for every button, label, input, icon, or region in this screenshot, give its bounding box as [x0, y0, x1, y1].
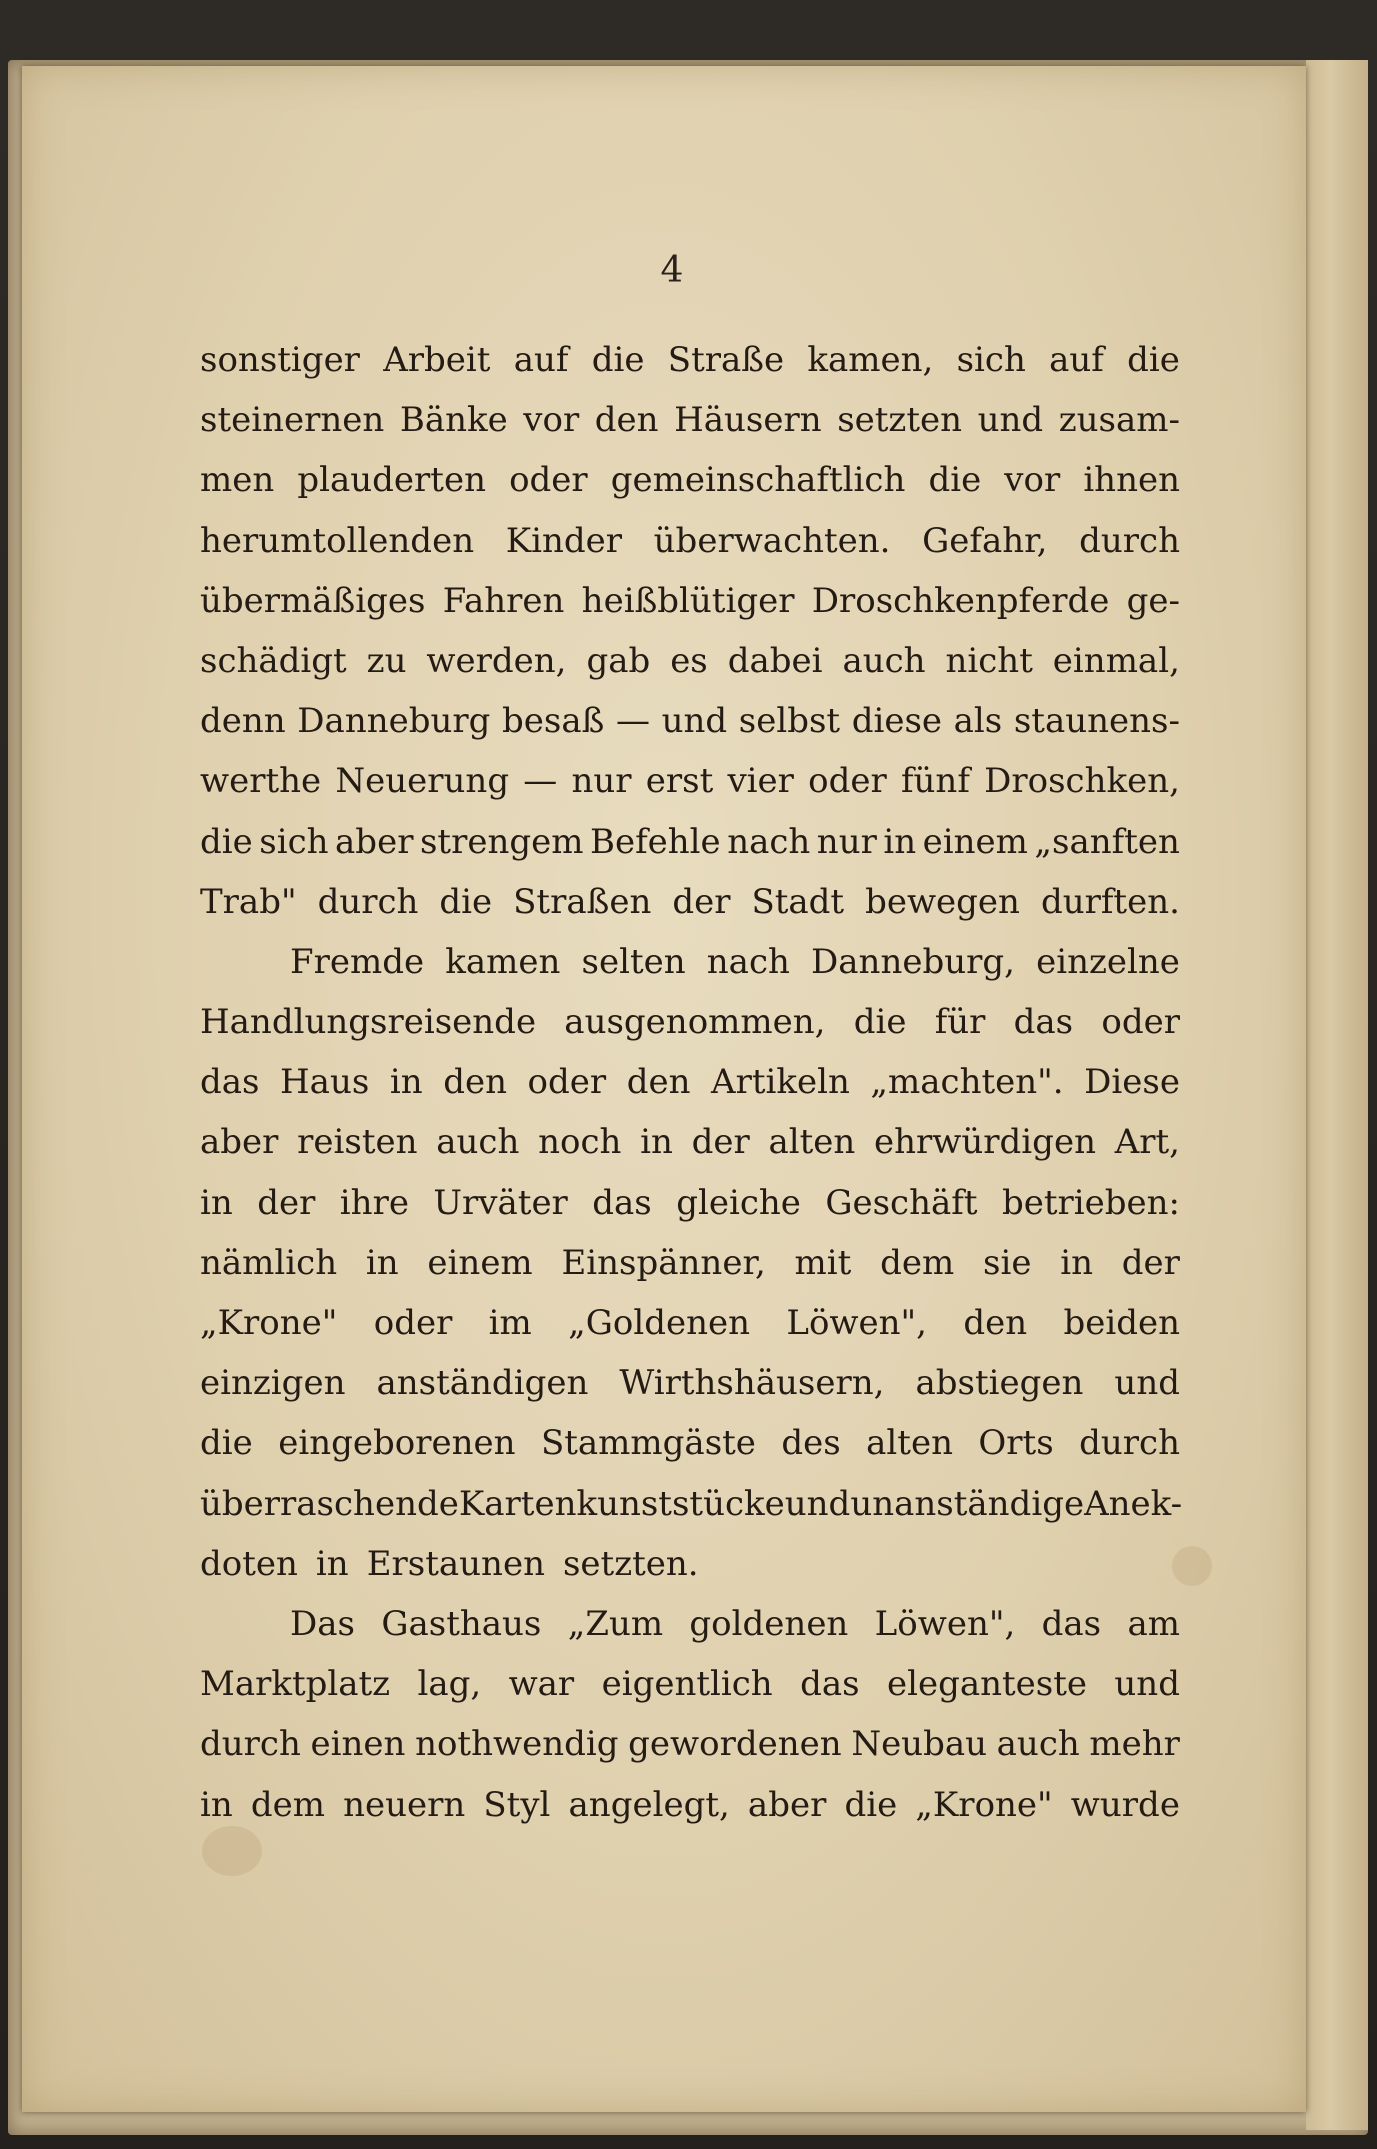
body-text [200, 330, 1183, 1835]
text-line: Trab" durch die Straßen der Stadt bewegen durften. [200, 881, 1180, 922]
text-line: überraschende Kartenkunststücke und unanständige Anek- [200, 1483, 1183, 1524]
text-line: das Haus in den oder den Artikeln „machten". Diese [200, 1062, 1180, 1103]
text-line: Marktplatz lag, war eigentlich das eleganteste und [200, 1664, 1180, 1705]
text-line: durch einen nothwendig gewordenen Neubau auch mehr [200, 1724, 1180, 1765]
text-line: men plauderten oder gemeinschaftlich die vor ihnen [200, 460, 1180, 501]
text-line: Das Gasthaus „Zum goldenen Löwen", das am [290, 1603, 1180, 1644]
page-number: 4 [660, 250, 684, 291]
text-line: doten in Erstaunen setzten. [200, 1543, 699, 1584]
text-line: in dem neuern Styl angelegt, aber die „Krone" wurde [200, 1784, 1180, 1825]
text-line: die sich aber strengem Befehle nach nur in einem „sanften [200, 821, 1180, 862]
text-line: herumtollenden Kinder überwachten. Gefahr, durch [200, 520, 1180, 561]
text-line: nämlich in einem Einspänner, mit dem sie in der [200, 1242, 1180, 1283]
text-line: aber reisten auch noch in der alten ehrwürdigen Art, [200, 1122, 1180, 1163]
text-line: „Krone" oder im „Goldenen Löwen", den beiden [200, 1303, 1180, 1343]
text-line: steinernen Bänke vor den Häusern setzten und zusam- [200, 400, 1180, 441]
page-right-edge [1306, 60, 1368, 2130]
text-line: die eingeborenen Stammgäste des alten Orts durch [200, 1423, 1180, 1464]
text-line: schädigt zu werden, gab es dabei auch nicht einmal, [200, 640, 1180, 681]
text-line: einzigen anständigen Wirthshäusern, abstiegen und [200, 1363, 1180, 1404]
text-line: in der ihre Urväter das gleiche Geschäft betrieben: [200, 1182, 1180, 1223]
text-line: Fremde kamen selten nach Danneburg, einzelne [290, 941, 1180, 982]
text-line: übermäßiges Fahren heißblütiger Droschkenpferde ge- [200, 580, 1180, 621]
text-line: denn Danneburg besaß — und selbst diese als staunens- [200, 701, 1180, 742]
text-line: werthe Neuerung — nur erst vier oder fünf Droschken, [200, 761, 1180, 802]
text-line: Handlungsreisende ausgenommen, die für das oder [200, 1002, 1180, 1043]
text-line: sonstiger Arbeit auf die Straße kamen, sich auf die [200, 340, 1180, 380]
